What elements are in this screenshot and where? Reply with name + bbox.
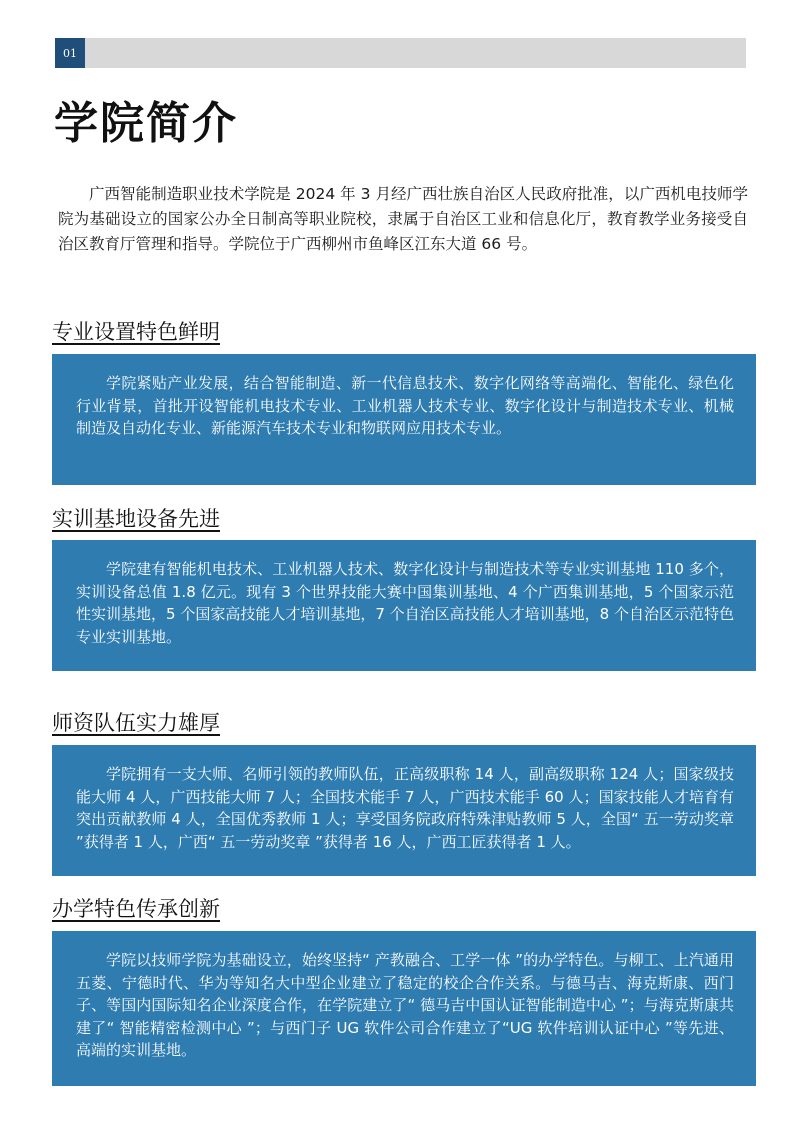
section-body-faculty: 学院拥有一支大师、名师引领的教师队伍，正高级职称 14 人，副高级职称 124 人；国家级技能大师 4 人，广西技能大师 7 人；全国技术能手 7 人，广西技术能手 60 人；国家技能人才培育有突出贡献教师 4 人，全国优秀教师 1 人；享受国务院政府特殊津贴教师 5 人，全国“ 五一劳动奖章 ”获得者 1 人，广西“ 五一劳动奖章 ”获得者 16 人，广西工匠获得者 1 人。	[76, 765, 734, 851]
section-box-majors	[52, 354, 756, 485]
page-number-badge: 01	[55, 38, 85, 68]
page-title: 学院简介	[54, 98, 238, 149]
section-heading-majors: 专业设置特色鲜明	[52, 320, 220, 344]
section-body-majors: 学院紧贴产业发展，结合智能制造、新一代信息技术、数字化网络等高端化、智能化、绿色化行业背景，首批开设智能机电技术专业、工业机器人技术专业、数字化设计与制造技术专业、机械制造及自动化专业、新能源汽车技术专业和物联网应用技术专业。	[76, 374, 734, 437]
section-heading-training-base: 实训基地设备先进	[52, 507, 220, 531]
header-bar	[55, 38, 746, 68]
section-heading-faculty: 师资队伍实力雄厚	[52, 711, 220, 735]
section-heading-school-features: 办学特色传承创新	[52, 897, 220, 921]
section-body-school-features: 学院以技师学院为基础设立，始终坚持“ 产教融合、工学一体 ”的办学特色。与柳工、上汽通用五菱、宁德时代、华为等知名大中型企业建立了稳定的校企合作关系。与德马吉、海克斯康、西门子、等国内国际知名企业深度合作，在学院建立了“ 德马吉中国认证智能制造中心 ”；与海克斯康共建了“ 智能精密检测中心 ”；与西门子 UG 软件公司合作建立了“UG 软件培训认证中心 ”等先进、高端的实训基地。	[76, 951, 734, 1059]
section-body-training-base: 学院建有智能机电技术、工业机器人技术、数字化设计与制造技术等专业实训基地 110 多个，实训设备总值 1.8 亿元。现有 3 个世界技能大赛中国集训基地、4 个广西集训基地，5 个国家示范性实训基地，5 个国家高技能人才培训基地，7 个自治区高技能人才培训基地，8 个自治区示范特色专业实训基地。	[76, 560, 734, 646]
section-box-faculty	[52, 745, 756, 876]
section-box-training-base	[52, 540, 756, 671]
section-box-school-features	[52, 931, 756, 1086]
intro-paragraph: 广西智能制造职业技术学院是 2024 年 3 月经广西壮族自治区人民政府批准，以广西机电技师学院为基础设立的国家公办全日制高等职业院校，隶属于自治区工业和信息化厅，教育教学业务接受自治区教育厅管理和指导。学院位于广西柳州市鱼峰区江东大道 66 号。	[58, 185, 748, 253]
